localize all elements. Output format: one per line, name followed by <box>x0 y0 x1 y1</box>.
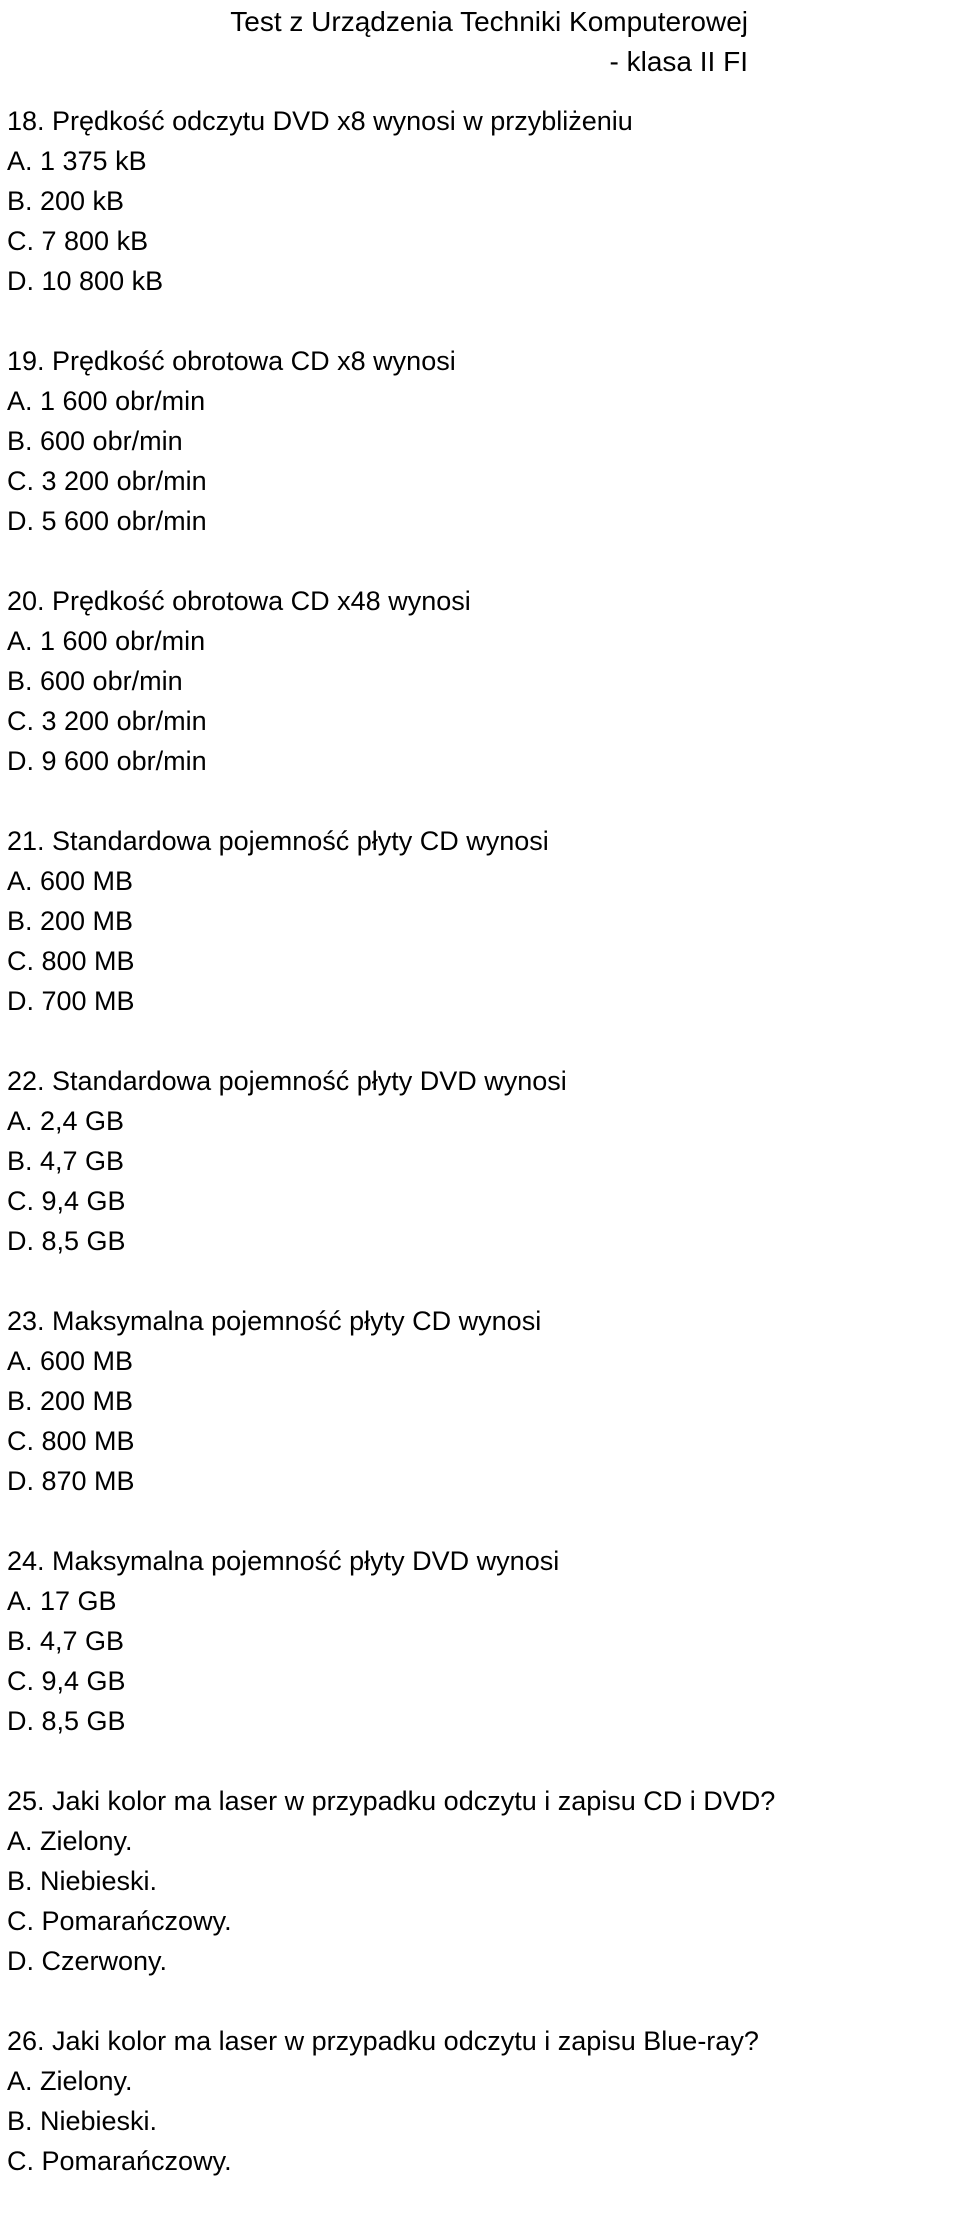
answer-option: B. 200 kB <box>7 186 125 216</box>
question-block <box>7 2021 907 2181</box>
question-block <box>7 581 907 781</box>
question-text: 21. Standardowa pojemność płyty CD wynosi <box>7 826 549 856</box>
answer-option: C. 9,4 GB <box>7 1666 126 1696</box>
answer-option: D. 5 600 obr/min <box>7 506 207 536</box>
answer-option: A. Zielony. <box>7 2066 133 2096</box>
question-text: 22. Standardowa pojemność płyty DVD wynosi <box>7 1066 567 1096</box>
answer-option: A. 1 600 obr/min <box>7 626 206 656</box>
answer-option: A. 600 MB <box>7 1346 134 1376</box>
question-block <box>7 1301 907 1501</box>
answer-option: A. 1 600 obr/min <box>7 386 206 416</box>
answer-option: B. 600 obr/min <box>7 426 183 456</box>
answer-option: C. 800 MB <box>7 946 135 976</box>
question-block <box>7 821 907 1021</box>
answer-option: A. Zielony. <box>7 1826 133 1856</box>
answer-option: D. 9 600 obr/min <box>7 746 207 776</box>
question-block <box>7 1781 907 1981</box>
answer-option: B. 200 MB <box>7 1386 134 1416</box>
answer-option: A. 2,4 GB <box>7 1106 125 1136</box>
header-class: - klasa II FI <box>609 46 748 77</box>
answer-option: C. Pomarańczowy. <box>7 1906 232 1936</box>
question-list <box>7 101 907 2221</box>
answer-option: D. 8,5 GB <box>7 1226 126 1256</box>
answer-option: B. 4,7 GB <box>7 1146 125 1176</box>
question-block <box>7 1061 907 1261</box>
answer-option: A. 17 GB <box>7 1586 117 1616</box>
answer-option: A. 1 375 kB <box>7 146 147 176</box>
question-text: 19. Prędkość obrotowa CD x8 wynosi <box>7 346 456 376</box>
question-text: 18. Prędkość odczytu DVD x8 wynosi w przybliżeniu <box>7 106 633 136</box>
question-text: 24. Maksymalna pojemność płyty DVD wynosi <box>7 1546 560 1576</box>
answer-option: B. 200 MB <box>7 906 134 936</box>
question-text: 26. Jaki kolor ma laser w przypadku odczytu i zapisu Blue-ray? <box>7 2026 759 2056</box>
question-block <box>7 1541 907 1741</box>
answer-option: D. 8,5 GB <box>7 1706 126 1736</box>
answer-option: D. Czerwony. <box>7 1946 168 1976</box>
question-text: 20. Prędkość obrotowa CD x48 wynosi <box>7 586 471 616</box>
question-text: 23. Maksymalna pojemność płyty CD wynosi <box>7 1306 542 1336</box>
question-block <box>7 101 907 301</box>
answer-option: B. 600 obr/min <box>7 666 183 696</box>
answer-option: C. 3 200 obr/min <box>7 466 207 496</box>
header-title: Test z Urządzenia Techniki Komputerowej <box>230 6 748 37</box>
answer-option: D. 700 MB <box>7 986 135 1016</box>
answer-option: C. 3 200 obr/min <box>7 706 207 736</box>
question-text: 25. Jaki kolor ma laser w przypadku odczytu i zapisu CD i DVD? <box>7 1786 776 1816</box>
answer-option: D. 10 800 kB <box>7 266 164 296</box>
answer-option: A. 600 MB <box>7 866 134 896</box>
answer-option: B. Niebieski. <box>7 2106 158 2136</box>
page-header <box>230 2 748 82</box>
answer-option: D. 870 MB <box>7 1466 135 1496</box>
answer-option: C. 7 800 kB <box>7 226 149 256</box>
answer-option: C. 800 MB <box>7 1426 135 1456</box>
answer-option: C. 9,4 GB <box>7 1186 126 1216</box>
answer-option: C. Pomarańczowy. <box>7 2146 232 2176</box>
answer-option: B. 4,7 GB <box>7 1626 125 1656</box>
answer-option: B. Niebieski. <box>7 1866 158 1896</box>
question-block <box>7 341 907 541</box>
